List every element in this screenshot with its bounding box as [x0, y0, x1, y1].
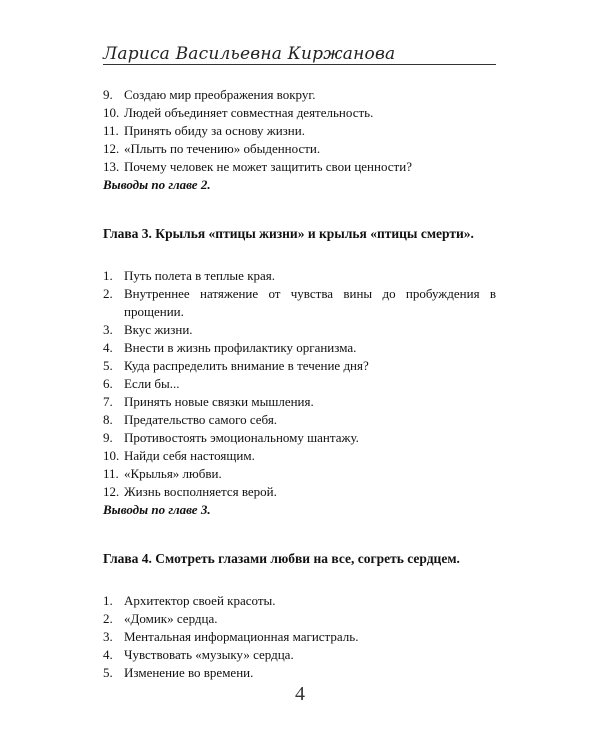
list-item [103, 447, 496, 465]
list-item [103, 429, 496, 447]
list-item [103, 285, 496, 321]
item-number: 9. [103, 430, 113, 445]
item-text: «Плыть по течению» обыденности. [124, 141, 321, 156]
item-text: Людей объединяет совместная деятельность. [124, 105, 374, 120]
list-item [103, 86, 496, 104]
list-item [103, 339, 496, 357]
item-text: Найди себя настоящим. [124, 448, 255, 463]
item-number: 1. [103, 593, 113, 608]
item-text: Внести в жизнь профилактику организма. [124, 340, 357, 355]
list-item [103, 411, 496, 429]
running-header-author: Лариса Васильевна Киржанова [103, 44, 396, 64]
list-item [103, 610, 496, 628]
item-number: 8. [103, 412, 113, 427]
item-number: 2. [103, 611, 113, 626]
item-number: 5. [103, 358, 113, 373]
list-item [103, 267, 496, 285]
item-text: Куда распределить внимание в течение дня? [124, 358, 369, 373]
header-divider [103, 64, 496, 65]
chapter4-item-list [103, 592, 496, 682]
list-item [103, 646, 496, 664]
item-text: Архитектор своей красоты. [124, 593, 276, 608]
list-item [103, 104, 496, 122]
list-item [103, 393, 496, 411]
list-item [103, 592, 496, 610]
item-number: 4. [103, 340, 113, 355]
list-item [103, 483, 496, 501]
list-item [103, 664, 496, 682]
item-text: Создаю мир преображения вокруг. [124, 87, 316, 102]
chapter3-item-list [103, 267, 496, 501]
item-number: 9. [103, 87, 113, 102]
item-text: «Крылья» любви. [124, 466, 222, 481]
list-item [103, 122, 496, 140]
item-number: 5. [103, 665, 113, 680]
item-text: Вкус жизни. [124, 322, 193, 337]
list-item [103, 158, 496, 176]
item-text: Если бы... [124, 376, 180, 391]
list-item [103, 140, 496, 158]
item-text: Почему человек не может защитить свои ценности? [124, 159, 412, 174]
item-text: Внутреннее натяжение от чувства вины до пробуждения в прощении. [124, 286, 496, 319]
list-item [103, 357, 496, 375]
list-item [103, 628, 496, 646]
item-text: Чувствовать «музыку» сердца. [124, 647, 294, 662]
item-number: 6. [103, 376, 113, 391]
item-text: Ментальная информационная магистраль. [124, 629, 359, 644]
item-number: 11. [103, 123, 119, 138]
chapter3-conclusion: Выводы по главе 3. [103, 502, 211, 517]
page-number: 4 [295, 683, 305, 705]
item-number: 4. [103, 647, 113, 662]
item-text: «Домик» сердца. [124, 611, 218, 626]
chapter4-title: Глава 4. Смотреть глазами любви на все, согреть сердцем. [103, 551, 460, 566]
item-number: 12. [103, 141, 120, 156]
item-text: Принять новые связки мышления. [124, 394, 314, 409]
item-text: Изменение во времени. [124, 665, 254, 680]
item-number: 11. [103, 466, 119, 481]
item-number: 12. [103, 484, 120, 499]
item-text: Принять обиду за основу жизни. [124, 123, 305, 138]
item-number: 2. [103, 286, 113, 301]
list-item [103, 465, 496, 483]
item-number: 3. [103, 322, 113, 337]
item-number: 10. [103, 105, 120, 120]
item-number: 10. [103, 448, 120, 463]
chapter2-item-list [103, 86, 496, 176]
list-item [103, 375, 496, 393]
list-item [103, 321, 496, 339]
item-number: 1. [103, 268, 113, 283]
item-number: 13. [103, 159, 120, 174]
chapter3-title: Глава 3. Крылья «птицы жизни» и крылья «птицы смерти». [103, 226, 474, 241]
item-text: Противостоять эмоциональному шантажу. [124, 430, 359, 445]
item-number: 7. [103, 394, 113, 409]
chapter2-conclusion: Выводы по главе 2. [103, 177, 211, 192]
table-of-contents [103, 86, 496, 682]
item-number: 3. [103, 629, 113, 644]
item-text: Путь полета в теплые края. [124, 268, 276, 283]
item-text: Предательство самого себя. [124, 412, 278, 427]
item-text: Жизнь восполняется верой. [124, 484, 277, 499]
